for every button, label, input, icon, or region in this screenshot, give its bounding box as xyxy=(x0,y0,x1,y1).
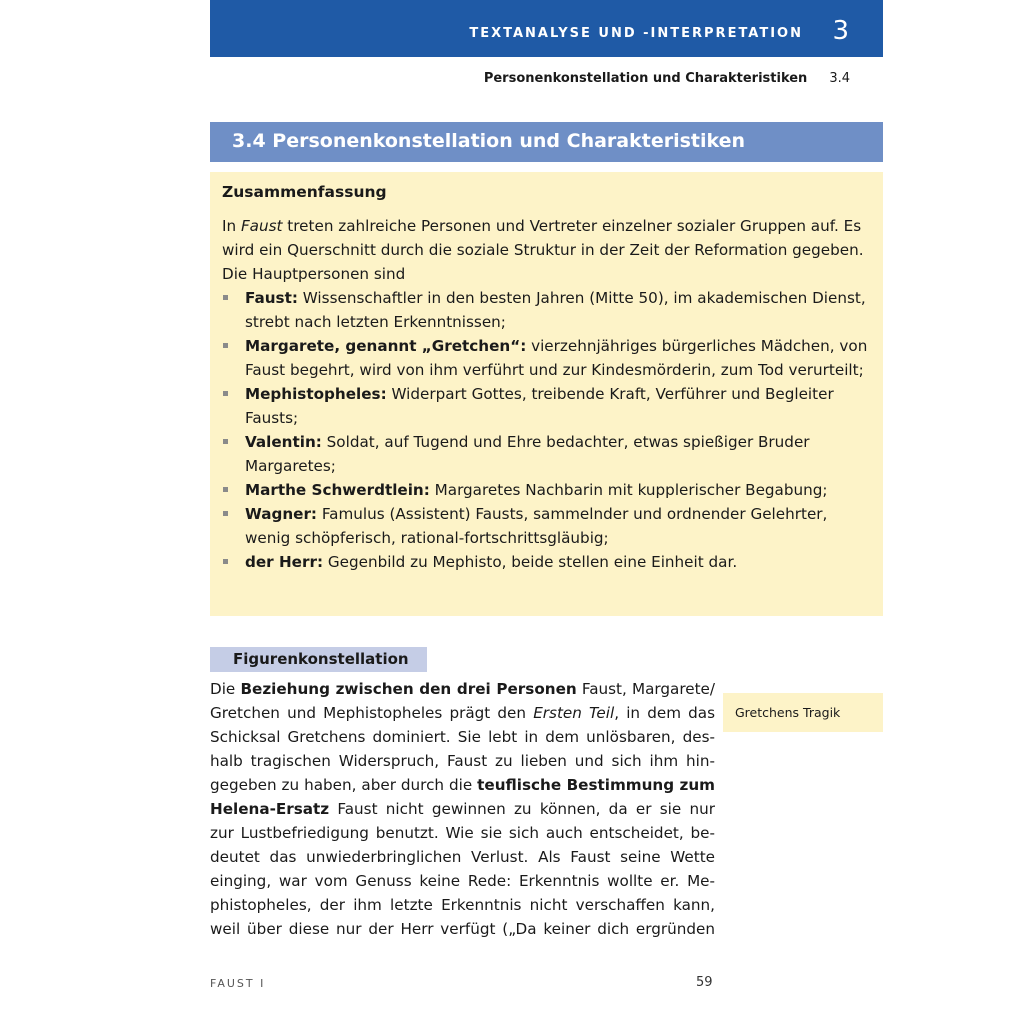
character-list xyxy=(222,286,869,574)
body-text-line xyxy=(210,725,715,749)
character-list-item xyxy=(222,382,869,430)
character-name: Mephistopheles: xyxy=(245,385,387,403)
character-description: Wissenschaftler in den besten Jahren (Mitte 50), im akademischen Dienst, strebt nach letzten Erkenntnissen; xyxy=(245,289,866,331)
text-run: gegeben zu haben, aber durch die xyxy=(210,776,478,794)
bold-phrase: Helena-Ersatz xyxy=(210,800,330,818)
square-bullet-icon xyxy=(223,487,228,492)
text-run: Faust nicht gewinnen zu können, da er sie nur xyxy=(329,800,715,818)
footer-book-title: FAUST I xyxy=(210,977,266,990)
square-bullet-icon xyxy=(223,511,228,516)
text-run: Gretchen und Mephistopheles prägt den xyxy=(210,704,534,722)
bold-phrase: teuflische Bestimmung zum xyxy=(477,776,715,794)
summary-heading: Zusammenfassung xyxy=(222,183,387,201)
body-text-line xyxy=(210,845,715,869)
body-text-line xyxy=(210,773,715,797)
text-run: einging, war vom Genuss keine Rede: Erkenntnis wollte er. Me- xyxy=(210,872,715,890)
footer-page-number: 59 xyxy=(696,975,713,990)
chapter-number: 3 xyxy=(832,16,849,46)
character-list-item xyxy=(222,478,869,502)
figures-heading: Figurenkonstellation xyxy=(210,647,427,672)
character-description: vierzehnjähriges bürgerliches Mädchen, von Faust begehrt, wird von ihm verführt und zur Kindesmörderin, zum Tod verurteilt; xyxy=(245,337,868,379)
square-bullet-icon xyxy=(223,391,228,396)
square-bullet-icon xyxy=(223,559,228,564)
body-text-line xyxy=(210,869,715,893)
square-bullet-icon xyxy=(223,439,228,444)
italic-phrase: Ersten Teil xyxy=(533,704,615,722)
summary-intro-work-title: Faust xyxy=(240,217,283,235)
character-list-item xyxy=(222,430,869,478)
chapter-title: TEXTANALYSE UND -INTERPRETATION xyxy=(469,26,803,41)
running-head-title: Personenkonstellation und Charakteristiken xyxy=(483,71,808,86)
character-description: Soldat, auf Tugend und Ehre bedachter, etwas spießiger Bruder Margaretes; xyxy=(245,433,810,475)
character-name: Valentin: xyxy=(245,433,322,451)
text-run: zur Lustbefriedigung benutzt. Wie sie sich auch entscheidet, be- xyxy=(210,824,715,842)
character-description: Widerpart Gottes, treibende Kraft, Verführer und Begleiter Fausts; xyxy=(245,385,834,427)
character-description: Gegenbild zu Mephisto, beide stellen eine Einheit dar. xyxy=(323,553,738,571)
summary-box xyxy=(210,172,883,616)
body-text-line xyxy=(210,893,715,917)
text-run: Faust, Margarete/ xyxy=(576,680,715,698)
body-text-line xyxy=(210,701,715,725)
character-list-item xyxy=(222,550,869,574)
figures-body-text xyxy=(210,677,715,941)
section-title-bar xyxy=(210,122,883,162)
text-run: halb tragischen Widerspruch, Faust zu lieben und sich ihm hin- xyxy=(210,752,715,770)
text-run: Die xyxy=(210,680,241,698)
character-list-item xyxy=(222,334,869,382)
running-head xyxy=(210,71,850,86)
summary-intro xyxy=(222,214,869,286)
summary-intro-before: In xyxy=(222,217,241,235)
character-description: Famulus (Assistent) Fausts, sammelnder und ordnender Gelehrter, wenig schöpferisch, rational-fortschrittsgläubig; xyxy=(245,505,828,547)
text-run: phistopheles, der ihm letzte Erkenntnis nicht verschaffen kann, xyxy=(210,896,715,914)
square-bullet-icon xyxy=(223,343,228,348)
character-name: der Herr: xyxy=(245,553,324,571)
character-name: Wagner: xyxy=(245,505,318,523)
body-text-line xyxy=(210,797,715,821)
bold-phrase: Beziehung zwischen den drei Personen xyxy=(240,680,577,698)
character-name: Marthe Schwerdtlein: xyxy=(245,481,430,499)
text-run: weil über diese nur der Herr verfügt („Da keiner dich ergründen xyxy=(210,920,715,938)
margin-note: Gretchens Tragik xyxy=(723,693,883,732)
running-head-number: 3.4 xyxy=(829,71,850,86)
body-text-line xyxy=(210,821,715,845)
section-title: 3.4 Personenkonstellation und Charakteristiken xyxy=(232,130,746,152)
character-name: Margarete, genannt „Gretchen“: xyxy=(245,337,527,355)
body-text-line xyxy=(210,677,715,701)
character-list-item xyxy=(222,502,869,550)
character-name: Faust: xyxy=(245,289,298,307)
text-run: , in dem das xyxy=(614,704,716,722)
character-description: Margaretes Nachbarin mit kupplerischer Begabung; xyxy=(429,481,828,499)
chapter-header-bar xyxy=(210,0,883,57)
body-text-line xyxy=(210,749,715,773)
summary-intro-after: treten zahlreiche Personen und Vertreter einzelner sozialer Gruppen auf. Es wird ein Querschnitt durch die soziale Struktur in der Zeit der Reformation gegeben. Die Hauptpersonen sind xyxy=(222,217,864,283)
text-run: Schicksal Gretchens dominiert. Sie lebt in dem unlösbaren, des- xyxy=(210,728,715,746)
text-run: deutet das unwiederbringlichen Verlust. Als Faust seine Wette xyxy=(210,848,715,866)
square-bullet-icon xyxy=(223,295,228,300)
body-text-line xyxy=(210,917,715,941)
character-list-item xyxy=(222,286,869,334)
